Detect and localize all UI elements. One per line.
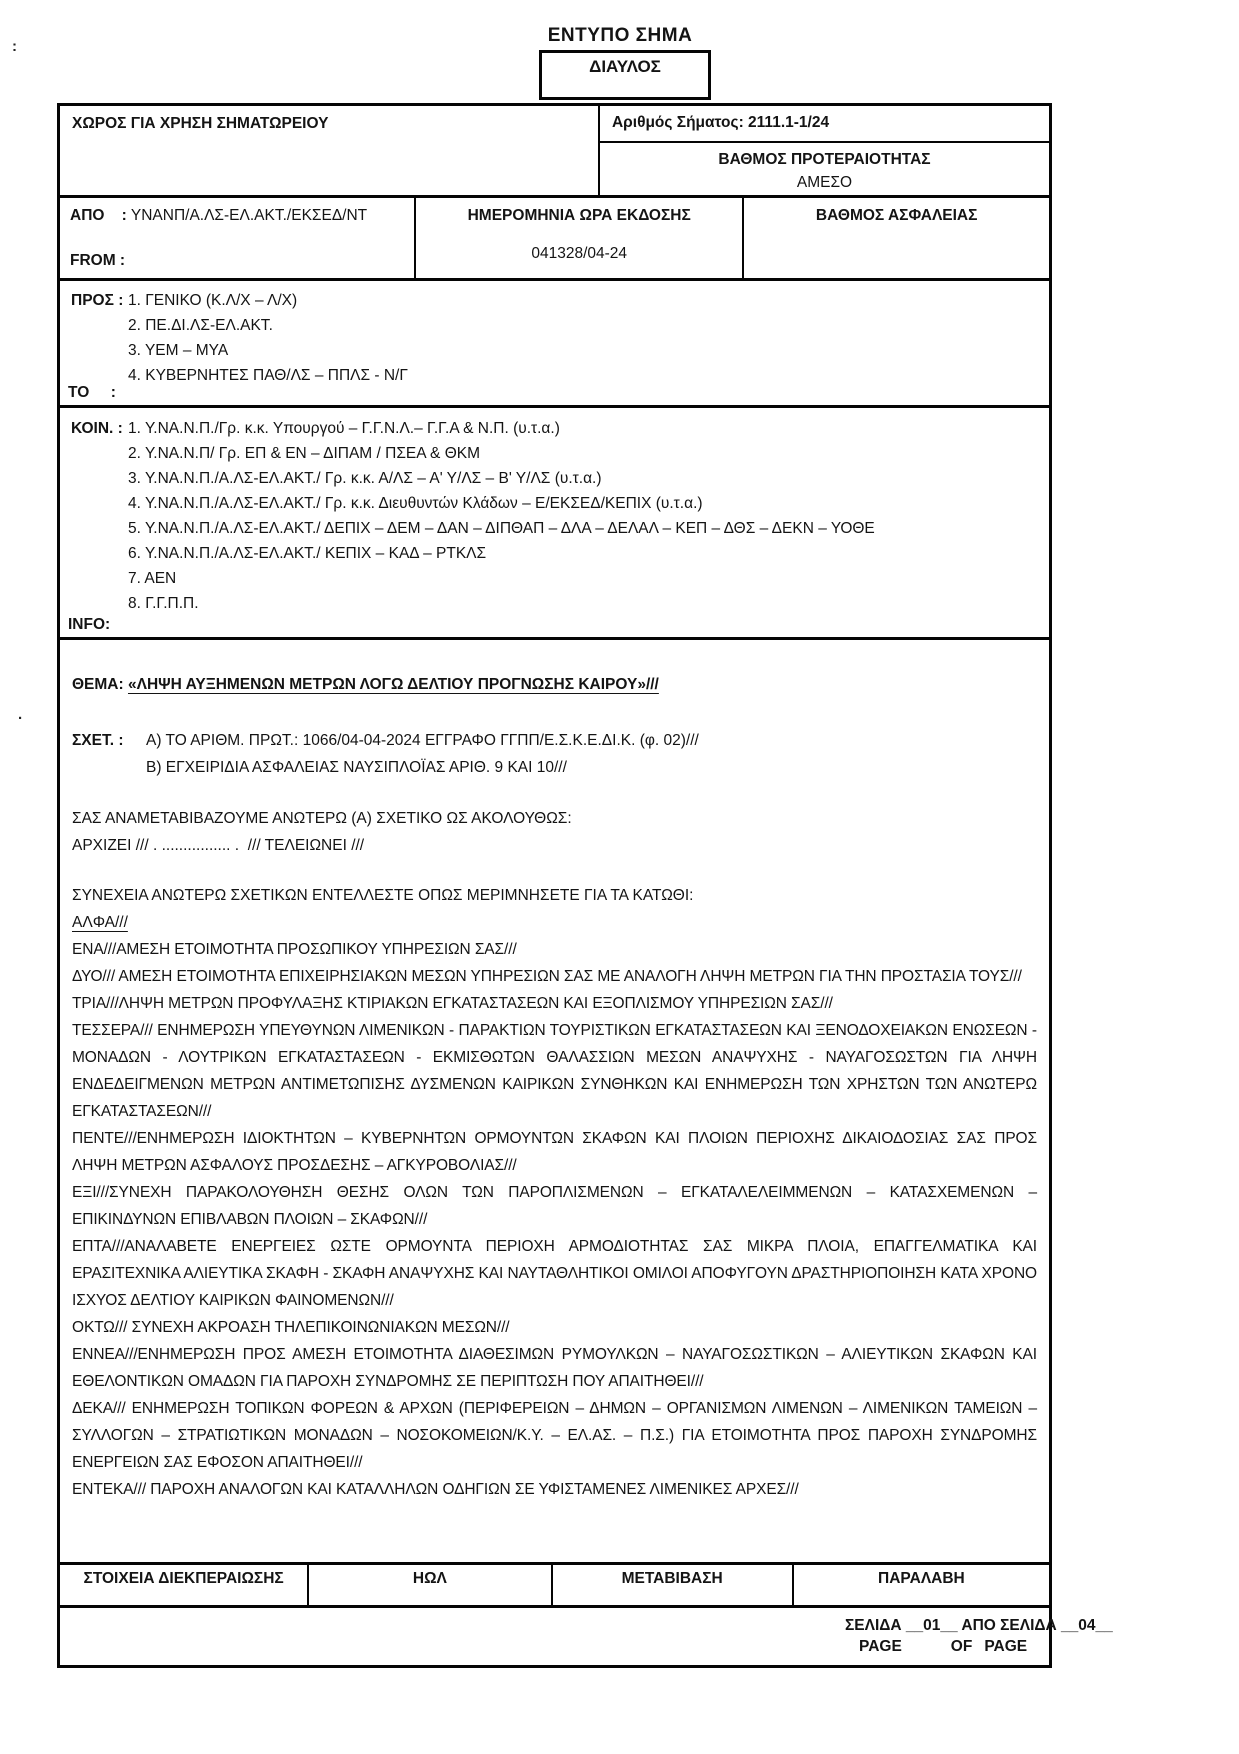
body-paragraph: ΟΚΤΩ/// ΣΥΝΕΧΗ ΑΚΡΟΑΣΗ ΤΗΛΕΠΙΚΟΙΝΩΝΙΑΚΩΝ ΜΕΣΩΝ///	[72, 1319, 510, 1336]
scan-artifact: .	[18, 706, 23, 723]
cc-item: 5. Υ.ΝΑ.Ν.Π./Α.ΛΣ-ΕΛ.ΑΚΤ./ ΔΕΠΙΧ – ΔΕΜ – ΔΑΝ – ΔΙΠΘΑΠ – ΔΛΑ – ΔΕΛΑΛ – ΚΕΠ – ΔΘΣ – ΔΕΚΝ – ΥΟΘΕ	[128, 520, 875, 537]
signal-number-label: Αριθμός Σήματος:	[611, 114, 744, 131]
security-label: ΒΑΘΜΟΣ ΑΣΦΑΛΕΙΑΣ	[815, 207, 978, 224]
form-title: ΕΝΤΥΠΟ ΣΗΜΑ	[547, 25, 693, 46]
channel-box	[539, 50, 711, 100]
page-line-greek: ΣΕΛΙΔΑ __01__ ΑΠΟ ΣΕΛΙΔΑ __04__	[845, 1617, 1113, 1634]
references-label: ΣΧΕΤ. :	[72, 732, 124, 749]
cc-item: 1. Υ.ΝΑ.Ν.Π./Γρ. κ.κ. Υπουργού – Γ.Γ.Ν.Λ.– Γ.Γ.Α & Ν.Π. (υ.τ.α.)	[128, 420, 560, 437]
pagination-row	[60, 1608, 1113, 1665]
from-cell	[60, 198, 416, 278]
alpha-heading: ΑΛΦΑ///	[72, 914, 128, 931]
hol-cell: ΗΩΛ	[309, 1565, 552, 1605]
cc-list	[128, 416, 1049, 616]
cc-item: 6. Υ.ΝΑ.Ν.Π./Α.ΛΣ-ΕΛ.ΑΚΤ./ ΚΕΠΙΧ – ΚΑΔ – ΡΤΚΛΣ	[128, 545, 487, 562]
recipient-item: 3. ΥΕΜ – ΜΥΑ	[128, 342, 229, 359]
cc-row	[60, 408, 1049, 640]
datetime-cell	[416, 198, 744, 278]
retransmit-line: ΣΑΣ ΑΝΑΜΕΤΑΒΙΒΑΖΟΥΜΕ ΑΝΩΤΕΡΩ (Α) ΣΧΕΤΙΚΟ ΩΣ ΑΚΟΛΟΥΘΩΣ:	[72, 810, 572, 827]
datetime-value: 041328/04-24	[531, 245, 628, 262]
signal-area-cell	[60, 106, 600, 195]
signal-area-label: ΧΩΡΟΣ ΓΙΑ ΧΡΗΣΗ ΣΗΜΑΤΩΡΕΙΟΥ	[72, 115, 329, 132]
from-label-gr: ΑΠΟ :	[70, 207, 127, 224]
cc-label: ΚΟΙΝ. :	[71, 420, 123, 437]
body-paragraph: ΔΕΚΑ/// ΕΝΗΜΕΡΩΣΗ ΤΟΠΙΚΩΝ ΦΟΡΕΩΝ & ΑΡΧΩΝ (ΠΕΡΙΦΕΡΕΙΩΝ – ΔΗΜΩΝ – ΟΡΓΑΝΙΣΜΩΝ ΛΙΜΕΝΩΝ – ΛΙΜΕΝΙΚΩΝ ΤΑΜΕΙΩΝ – ΣΥΛΛΟΓΩΝ – ΣΤΡΑΤΙΩΤΙΚΩΝ ΜΟΝΑΔΩΝ – ΝΟΣΟΚΟΜΕΙΩΝ/Κ.Υ. – ΕΛ.ΑΣ. – Π.Σ.) ΓΙΑ ΕΤΟΙΜΟΤΗΤΑ ΠΡΟΣ ΠΑΡΟΧΗ ΣΥΝΔΡΟΜΗΣ ΕΝΕΡΓΕΙΩΝ ΣΑΣ ΕΦΟΣΟΝ ΑΠΑΙΤΗΘΕΙ///	[72, 1400, 1037, 1471]
transmission-cell: ΜΕΤΑΒΙΒΑΣΗ	[553, 1565, 794, 1605]
cc-item: 3. Υ.ΝΑ.Ν.Π./Α.ΛΣ-ΕΛ.ΑΚΤ./ Γρ. κ.κ. Α/ΛΣ – Α' Υ/ΛΣ – Β' Υ/ΛΣ (υ.τ.α.)	[128, 470, 602, 487]
recipients-row	[60, 281, 1049, 408]
subject-value: «ΛΗΨΗ ΑΥΞΗΜΕΝΩΝ ΜΕΤΡΩΝ ΛΟΓΩ ΔΕΛΤΙΟΥ ΠΡΟΓΝΩΣΗΣ ΚΑΙΡΟΥ»///	[127, 676, 659, 693]
body-paragraphs	[72, 936, 1037, 1503]
body-paragraph: ΕΝΝΕΑ///ΕΝΗΜΕΡΩΣΗ ΠΡΟΣ ΑΜΕΣΗ ΕΤΟΙΜΟΤΗΤΑ ΔΙΑΘΕΣΙΜΩΝ ΡΥΜΟΥΛΚΩΝ – ΝΑΥΑΓΟΣΩΣΤΙΚΩΝ – ΑΛΙΕΥΤΙΚΩΝ ΣΚΑΦΩΝ ΚΑΙ ΕΘΕΛΟΝΤΙΚΩΝ ΟΜΑΔΩΝ ΓΙΑ ΠΑΡΟΧΗ ΣΥΝΔΡΟΜΗΣ ΣΕ ΠΕΡΙΠΤΩΣΗ ΠΟΥ ΑΠΑΙΤΗΘΕΙ///	[72, 1346, 1037, 1390]
references-list	[146, 727, 699, 781]
to-label-en: TO :	[68, 384, 116, 401]
info-label: INFO:	[68, 616, 111, 633]
body-paragraph: ΕΝΑ///ΑΜΕΣΗ ΕΤΟΙΜΟΤΗΤΑ ΠΡΟΣΩΠΙΚΟΥ ΥΠΗΡΕΣΙΩΝ ΣΑΣ///	[72, 941, 517, 958]
instruction-line: ΣΥΝΕΧΕΙΑ ΑΝΩΤΕΡΩ ΣΧΕΤΙΚΩΝ ΕΝΤΕΛΛΕΣΤΕ ΟΠΩΣ ΜΕΡΙΜΝΗΣΕΤΕ ΓΙΑ ΤΑ ΚΑΤΩΘΙ:	[72, 887, 694, 904]
recipient-list	[128, 288, 1049, 388]
header-row-2	[60, 198, 1049, 281]
processing-cell: ΣΤΟΙΧΕΙΑ ΔΙΕΚΠΕΡΑΙΩΣΗΣ	[60, 1565, 309, 1605]
begin-end-line: ΑΡΧΙΖΕΙ /// . ................ . /// ΤΕΛΕΙΩΝΕΙ ///	[72, 837, 365, 854]
page-label-2: PAGE	[984, 1638, 1028, 1655]
cc-item: 4. Υ.ΝΑ.Ν.Π./Α.ΛΣ-ΕΛ.ΑΚΤ./ Γρ. κ.κ. Διευθυντών Κλάδων – Ε/ΕΚΣΕΔ/ΚΕΠΙΧ (υ.τ.α.)	[128, 495, 703, 512]
from-value: ΥΝΑΝΠ/Α.ΛΣ-ΕΛ.ΑΚΤ./ΕΚΣΕΔ/ΝΤ	[130, 207, 368, 224]
reference-item: Α) ΤΟ ΑΡΙΘΜ. ΠΡΩΤ.: 1066/04-04-2024 ΕΓΓΡΑΦΟ ΓΓΠΠ/Ε.Σ.Κ.Ε.ΔΙ.Κ. (φ. 02)///	[146, 732, 699, 749]
body-paragraph: ΤΕΣΣΕΡΑ/// ΕΝΗΜΕΡΩΣΗ ΥΠΕΥΘΥΝΩΝ ΛΙΜΕΝΙΚΩΝ - ΠΑΡΑΚΤΙΩΝ ΤΟΥΡΙΣΤΙΚΩΝ ΕΓΚΑΤΑΣΤΑΣΕΩΝ ΚΑΙ ΞΕΝΟΔΟΧΕΙΑΚΩΝ ΕΝΩΣΕΩΝ - ΜΟΝΑΔΩΝ - ΛΟΥΤΡΙΚΩΝ ΕΓΚΑΤΑΣΤΑΣΕΩΝ - ΕΚΜΙΣΘΩΤΩΝ ΘΑΛΑΣΣΙΩΝ ΜΕΣΩΝ ΑΝΑΨΥΧΗΣ - ΝΑΥΑΓΟΣΩΣΤΩΝ ΓΙΑ ΛΗΨΗ ΕΝΔΕΔΕΙΓΜΕΝΩΝ ΜΕΤΡΩΝ ΑΝΤΙΜΕΤΩΠΙΣΗΣ ΔΥΣΜΕΝΩΝ ΚΑΙΡΙΚΩΝ ΣΥΝΘΗΚΩΝ ΚΑΙ ΕΝΗΜΕΡΩΣΗ ΤΩΝ ΧΡΗΣΤΩΝ ΤΩΝ ΑΝΩΤΕΡΩ ΕΓΚΑΤΑΣΤΑΣΕΩΝ///	[72, 1022, 1037, 1120]
priority-cell	[600, 143, 1049, 195]
of-label: OF	[950, 1638, 973, 1655]
signal-number-value: 2111.1-1/24	[748, 114, 830, 131]
security-cell	[744, 198, 1049, 278]
signal-form-table	[57, 103, 1113, 1668]
recipient-item: 2. ΠΕ.ΔΙ.ΛΣ-ΕΛ.ΑΚΤ.	[128, 317, 273, 334]
to-label-gr: ΠΡΟΣ :	[71, 292, 124, 309]
header-row-1	[60, 106, 1049, 198]
receipt-cell: ΠΑΡΑΛΑΒΗ	[878, 1570, 965, 1587]
body-paragraph: ΕΠΤΑ///ΑΝΑΛΑΒΕΤΕ ΕΝΕΡΓΕΙΕΣ ΩΣΤΕ ΟΡΜΟΥΝΤΑ ΠΕΡΙΟΧΗ ΑΡΜΟΔΙΟΤΗΤΑΣ ΣΑΣ ΜΙΚΡΑ ΠΛΟΙΑ, ΕΠΑΓΓΕΛΜΑΤΙΚΑ ΚΑΙ ΕΡΑΣΙΤΕΧΝΙΚΑ ΑΛΙΕΥΤΙΚΑ ΣΚΑΦΗ - ΣΚΑΦΗ ΑΝΑΨΥΧΗΣ ΚΑΙ ΝΑΥΤΑΘΛΗΤΙΚΟΙ ΟΜΙΛΟΙ ΑΠΟΦΥΓΟΥΝ ΔΡΑΣΤΗΡΙΟΠΟΙΗΣΗ ΚΑΤΑ ΧΡΟΝΟ ΙΣΧΥΟΣ ΔΕΛΤΙΟΥ ΚΑΙΡΙΚΩΝ ΦΑΙΝΟΜΕΝΩΝ///	[72, 1238, 1037, 1309]
subject-line	[72, 671, 1037, 698]
body-paragraph: ΠΕΝΤΕ///ΕΝΗΜΕΡΩΣΗ ΙΔΙΟΚΤΗΤΩΝ – ΚΥΒΕΡΝΗΤΩΝ ΟΡΜΟΥΝΤΩΝ ΣΚΑΦΩΝ ΚΑΙ ΠΛΟΙΩΝ ΠΕΡΙΟΧΗΣ ΔΙΚΑΙΟΔΟΣΙΑΣ ΣΑΣ ΠΡΟΣ ΛΗΨΗ ΜΕΤΡΩΝ ΑΣΦΑΛΟΥΣ ΠΡΟΣΔΕΣΗΣ – ΑΓΚΥΡΟΒΟΛΙΑΣ///	[72, 1130, 1037, 1174]
datetime-label: ΗΜΕΡΟΜΗΝΙΑ ΩΡΑ ΕΚΔΟΣΗΣ	[467, 207, 691, 224]
recipient-item: 1. ΓΕΝΙΚΟ (Κ.Λ/Χ – Λ/Χ)	[128, 292, 298, 309]
references-block	[72, 727, 1037, 781]
recipient-item: 4. ΚΥΒΕΡΝΗΤΕΣ ΠΑΘ/ΛΣ – ΠΠΛΣ - Ν/Γ	[128, 367, 408, 384]
priority-label: ΒΑΘΜΟΣ ΠΡΟΤΕΡΑΙΟΤΗΤΑΣ	[718, 151, 931, 168]
cc-item: 7. ΑΕΝ	[128, 570, 177, 587]
pagination-block	[845, 1615, 1113, 1657]
cc-item: 8. Γ.Γ.Π.Π.	[128, 595, 199, 612]
page-label: PAGE	[859, 1638, 902, 1655]
priority-value: ΑΜΕΣΟ	[796, 174, 853, 191]
footer-row	[60, 1565, 1049, 1608]
message-body	[60, 640, 1049, 1565]
body-paragraph: ΕΞΙ///ΣΥΝΕΧΗ ΠΑΡΑΚΟΛΟΥΘΗΣΗ ΘΕΣΗΣ ΟΛΩΝ ΤΩΝ ΠΑΡΟΠΛΙΣΜΕΝΩΝ – ΕΓΚΑΤΑΛΕΛΕΙΜΜΕΝΩΝ – ΚΑΤΑΣΧΕΜΕΝΩΝ – ΕΠΙΚΙΝΔΥΝΩΝ ΕΠΙΒΛΑΒΩΝ ΠΛΟΙΩΝ – ΣΚΑΦΩΝ///	[72, 1184, 1037, 1228]
body-paragraph: ΕΝΤΕΚΑ/// ΠΑΡΟΧΗ ΑΝΑΛΟΓΩΝ ΚΑΙ ΚΑΤΑΛΛΗΛΩΝ ΟΔΗΓΙΩΝ ΣΕ ΥΦΙΣΤΑΜΕΝΕΣ ΛΙΜΕΝΙΚΕΣ ΑΡΧΕΣ///	[72, 1481, 799, 1498]
subject-label: ΘΕΜΑ:	[72, 676, 124, 693]
body-paragraph: ΤΡΙΑ///ΛΗΨΗ ΜΕΤΡΩΝ ΠΡΟΦΥΛΑΞΗΣ ΚΤΙΡΙΑΚΩΝ ΕΓΚΑΤΑΣΤΑΣΕΩΝ ΚΑΙ ΕΞΟΠΛΙΣΜΟΥ ΥΠΗΡΕΣΙΩΝ ΣΑΣ///	[72, 995, 833, 1012]
cc-item: 2. Υ.ΝΑ.Ν.Π/ Γρ. ΕΠ & ΕΝ – ΔΙΠΑΜ / ΠΣΕΑ & ΘΚΜ	[128, 445, 480, 462]
channel-label: ΔΙΑΥΛΟΣ	[589, 57, 661, 76]
body-paragraph: ΔΥΟ/// ΑΜΕΣΗ ΕΤΟΙΜΟΤΗΤΑ ΕΠΙΧΕΙΡΗΣΙΑΚΩΝ ΜΕΣΩΝ ΥΠΗΡΕΣΙΩΝ ΣΑΣ ΜΕ ΑΝΑΛΟΓΗ ΛΗΨΗ ΜΕΤΡΩΝ ΓΙΑ ΤΗΝ ΠΡΟΣΤΑΣΙΑ ΤΟΥΣ///	[72, 968, 1022, 985]
from-label-en: FROM :	[70, 252, 126, 269]
scan-artifact: :	[12, 38, 17, 55]
signal-number-cell	[600, 106, 1049, 143]
reference-item: Β) ΕΓΧΕΙΡΙΔΙΑ ΑΣΦΑΛΕΙΑΣ ΝΑΥΣΙΠΛΟΪΑΣ ΑΡΙΘ. 9 ΚΑΙ 10///	[146, 759, 567, 776]
